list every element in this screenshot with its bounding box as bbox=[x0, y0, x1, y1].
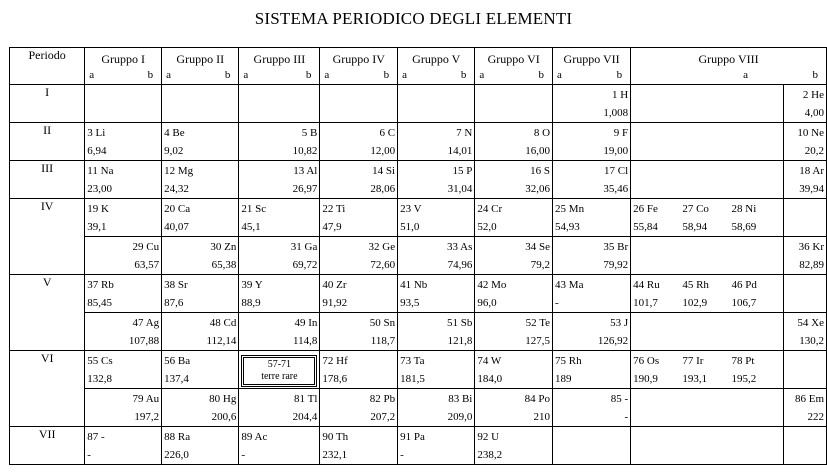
element-cell-p: 15 P 31,04 bbox=[398, 161, 475, 199]
element-cell-pb: 82 Pb 207,2 bbox=[320, 389, 398, 427]
group-header-6: Gruppo VI a b bbox=[475, 48, 553, 85]
element-cell-n: 7 N 14,01 bbox=[398, 123, 475, 161]
periodic-table bbox=[9, 47, 827, 465]
element-cell-ti: 22 Ti 47,9 bbox=[320, 199, 398, 237]
element-cell-th: 90 Th 232,1 bbox=[320, 427, 398, 465]
element-cell-empty bbox=[631, 237, 784, 275]
element-ru: 44 Ru 101,7 bbox=[633, 279, 660, 309]
element-cell-au: 79 Au 197,2 bbox=[85, 389, 162, 427]
element-cell-ge: 32 Ge 72,60 bbox=[320, 237, 398, 275]
element-cell-empty bbox=[631, 161, 784, 199]
element-cell-empty bbox=[85, 85, 162, 123]
element-cell-mn: 25 Mn 54,93 bbox=[553, 199, 631, 237]
element-cell-cu: 29 Cu 63,57 bbox=[85, 237, 162, 275]
element-cell-empty bbox=[783, 427, 826, 465]
element-cell-cr: 24 Cr 52,0 bbox=[475, 199, 553, 237]
element-cell-po: 84 Po 210 bbox=[475, 389, 553, 427]
element-cell-sr: 38 Sr 87,6 bbox=[162, 275, 239, 313]
element-co: 27 Co 58,94 bbox=[682, 203, 709, 233]
group-header-4: Gruppo IV a b bbox=[320, 48, 398, 85]
group-header-8: Gruppo VIII a b bbox=[631, 48, 827, 85]
element-cell-empty bbox=[631, 427, 784, 465]
element-cell-rh75: 75 Rh 189 bbox=[553, 351, 631, 389]
period-row-6a bbox=[10, 351, 827, 389]
period-label: VII bbox=[10, 427, 85, 465]
element-triad-ru-rh-pd bbox=[631, 275, 784, 313]
period-row-5b bbox=[10, 313, 827, 351]
rare-earths-cell bbox=[239, 351, 320, 389]
element-cell-zn: 30 Zn 65,38 bbox=[162, 237, 239, 275]
element-cell-empty bbox=[631, 313, 784, 351]
rare-earths-box: 57-71 terre rare bbox=[241, 355, 317, 387]
element-cell-v: 23 V 51,0 bbox=[398, 199, 475, 237]
element-cell-hf: 72 Hf 178,6 bbox=[320, 351, 398, 389]
element-cell-c: 6 C 12,00 bbox=[320, 123, 398, 161]
period-label: VI bbox=[10, 351, 85, 427]
group-header-5: Gruppo V a b bbox=[398, 48, 475, 85]
element-cell-empty bbox=[320, 85, 398, 123]
period-header: Periodo bbox=[10, 48, 85, 85]
element-cell-empty bbox=[783, 199, 826, 237]
element-cell-be: 4 Be 9,02 bbox=[162, 123, 239, 161]
element-triad-fe-co-ni bbox=[631, 199, 784, 237]
element-pt: 78 Pt 195,2 bbox=[731, 355, 757, 385]
element-cell-em: 86 Em 222 bbox=[783, 389, 826, 427]
period-label: I bbox=[10, 85, 85, 123]
element-cell-li: 3 Li 6,94 bbox=[85, 123, 162, 161]
element-os: 76 Os 190,9 bbox=[633, 355, 660, 385]
element-cell-tl: 81 Tl 204,4 bbox=[239, 389, 320, 427]
element-cell-j: 53 J 126,92 bbox=[553, 313, 631, 351]
element-cell-sc: 21 Sc 45,1 bbox=[239, 199, 320, 237]
element-cell-empty bbox=[553, 427, 631, 465]
period-label: II bbox=[10, 123, 85, 161]
element-cell-o: 8 O 16,00 bbox=[475, 123, 553, 161]
element-cell-ac: 89 Ac - bbox=[239, 427, 320, 465]
element-cell-ga: 31 Ga 69,72 bbox=[239, 237, 320, 275]
element-cell-zr: 40 Zr 91,92 bbox=[320, 275, 398, 313]
element-cell-empty bbox=[631, 123, 784, 161]
element-cell-si: 14 Si 28,06 bbox=[320, 161, 398, 199]
period-row-2 bbox=[10, 123, 827, 161]
element-cell-te: 52 Te 127,5 bbox=[475, 313, 553, 351]
period-row-1 bbox=[10, 85, 827, 123]
element-cell-empty bbox=[783, 351, 826, 389]
element-cell-mg: 12 Mg 24,32 bbox=[162, 161, 239, 199]
group-header-7: Gruppo VII a b bbox=[553, 48, 631, 85]
period-row-4b bbox=[10, 237, 827, 275]
element-cell-se: 34 Se 79,2 bbox=[475, 237, 553, 275]
element-cell-pa: 91 Pa - bbox=[398, 427, 475, 465]
period-row-3 bbox=[10, 161, 827, 199]
element-cell-ra: 88 Ra 226,0 bbox=[162, 427, 239, 465]
group-header-1: Gruppo I a b bbox=[85, 48, 162, 85]
element-cell-as: 33 As 74,96 bbox=[398, 237, 475, 275]
element-cell-bi: 83 Bi 209,0 bbox=[398, 389, 475, 427]
element-cell-kr: 36 Kr 82,89 bbox=[783, 237, 826, 275]
element-cell-he: 2 He 4,00 bbox=[783, 85, 826, 123]
element-cell-empty bbox=[475, 85, 553, 123]
period-label: IV bbox=[10, 199, 85, 275]
element-cell-w: 74 W 184,0 bbox=[475, 351, 553, 389]
period-label: V bbox=[10, 275, 85, 351]
element-cell-empty bbox=[631, 389, 784, 427]
period-label: III bbox=[10, 161, 85, 199]
element-cell-ma: 43 Ma - bbox=[553, 275, 631, 313]
element-cell-u: 92 U 238,2 bbox=[475, 427, 553, 465]
element-cell-87: 87 - - bbox=[85, 427, 162, 465]
element-triad-os-ir-pt bbox=[631, 351, 784, 389]
element-cell-ne: 10 Ne 20,2 bbox=[783, 123, 826, 161]
element-cell-xe: 54 Xe 130,2 bbox=[783, 313, 826, 351]
element-cell-sn: 50 Sn 118,7 bbox=[320, 313, 398, 351]
element-cell-cl: 17 Cl 35,46 bbox=[553, 161, 631, 199]
period-row-6b bbox=[10, 389, 827, 427]
element-cell-ar: 18 Ar 39,94 bbox=[783, 161, 826, 199]
element-cell-s: 16 S 32,06 bbox=[475, 161, 553, 199]
element-cell-br: 35 Br 79,92 bbox=[553, 237, 631, 275]
header-row bbox=[10, 48, 827, 85]
element-cell-na: 11 Na 23,00 bbox=[85, 161, 162, 199]
element-cell-rb: 37 Rb 85,45 bbox=[85, 275, 162, 313]
element-cell-ag: 47 Ag 107,88 bbox=[85, 313, 162, 351]
element-cell-y: 39 Y 88,9 bbox=[239, 275, 320, 313]
period-row-5a bbox=[10, 275, 827, 313]
element-ni: 28 Ni 58,69 bbox=[731, 203, 757, 233]
group-header-2: Gruppo II a b bbox=[162, 48, 239, 85]
element-cell-empty bbox=[398, 85, 475, 123]
element-cell-ta: 73 Ta 181,5 bbox=[398, 351, 475, 389]
element-cell-ca: 20 Ca 40,07 bbox=[162, 199, 239, 237]
element-cell-mo: 42 Mo 96,0 bbox=[475, 275, 553, 313]
element-cell-ba: 56 Ba 137,4 bbox=[162, 351, 239, 389]
element-cell-sb: 51 Sb 121,8 bbox=[398, 313, 475, 351]
element-cell-k: 19 K 39,1 bbox=[85, 199, 162, 237]
element-cell-f: 9 F 19,00 bbox=[553, 123, 631, 161]
element-cell-cd: 48 Cd 112,14 bbox=[162, 313, 239, 351]
element-cell-in: 49 In 114,8 bbox=[239, 313, 320, 351]
element-cell-hg: 80 Hg 200,6 bbox=[162, 389, 239, 427]
element-rh: 45 Rh 102,9 bbox=[682, 279, 709, 309]
element-pd: 46 Pd 106,7 bbox=[731, 279, 757, 309]
page-title: SISTEMA PERIODICO DEGLI ELEMENTI bbox=[254, 9, 573, 28]
element-cell-al: 13 Al 26,97 bbox=[239, 161, 320, 199]
element-cell-b: 5 B 10,82 bbox=[239, 123, 320, 161]
element-cell-empty bbox=[783, 275, 826, 313]
period-row-4a bbox=[10, 199, 827, 237]
element-cell-cs: 55 Cs 132,8 bbox=[85, 351, 162, 389]
element-fe: 26 Fe 55,84 bbox=[633, 203, 658, 233]
period-row-7 bbox=[10, 427, 827, 465]
element-cell-empty bbox=[162, 85, 239, 123]
element-cell-85: 85 - - bbox=[553, 389, 631, 427]
element-cell-empty bbox=[631, 85, 784, 123]
element-cell-empty bbox=[239, 85, 320, 123]
element-cell-h: 1 H 1,008 bbox=[553, 85, 631, 123]
element-ir: 77 Ir 193,1 bbox=[682, 355, 708, 385]
element-cell-nb: 41 Nb 93,5 bbox=[398, 275, 475, 313]
group-header-3: Gruppo III a b bbox=[239, 48, 320, 85]
